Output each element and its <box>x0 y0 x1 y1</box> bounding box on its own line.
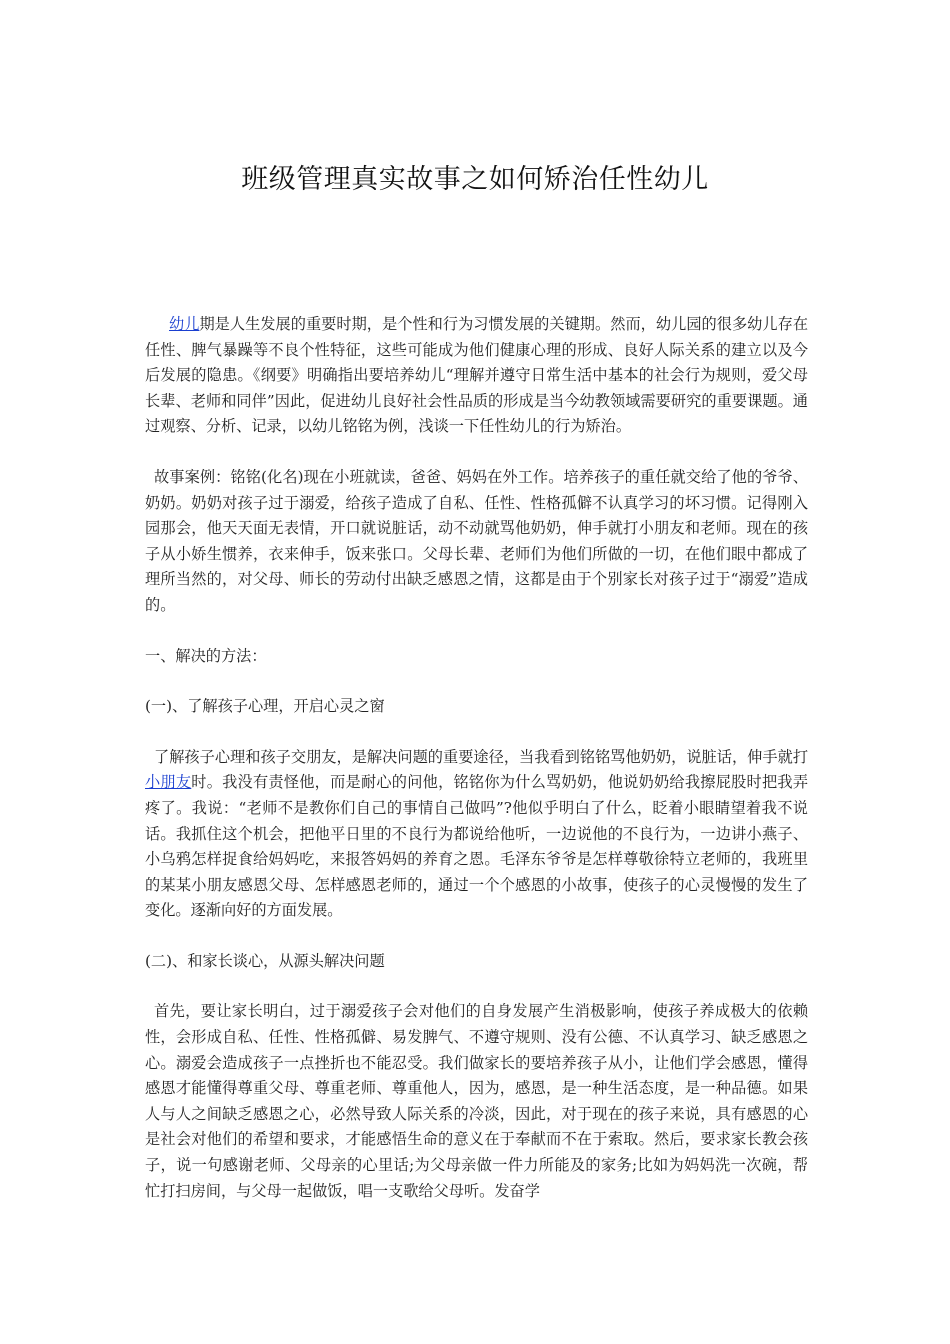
intro-paragraph <box>145 312 808 440</box>
link-youer[interactable]: 幼儿 <box>169 315 200 333</box>
case-paragraph <box>145 465 808 619</box>
subheading-talk-parents: (二)、和家长谈心，从源头解决问题 <box>145 951 385 970</box>
parents-paragraph <box>145 999 808 1204</box>
case-text: 故事案例：铭铭(化名)现在小班就读，爸爸、妈妈在外工作。培养孩子的重任就交给了他的爷爷、奶奶。奶奶对孩子过于溺爱，给孩子造成了自私、任性、性格孤僻不认真学习的坏习惯。记得刚入园那会，他天天面无表情，开口就说脏话，动不动就骂他奶奶，伸手就打小朋友和老师。现在的孩子从小娇生惯养，衣来伸手，饭来张口。父母长辈、老师们为他们所做的一切，在他们眼中都成了理所当然的，对父母、师长的劳动付出缺乏感恩之情，这都是由于个别家长对孩子过于“溺爱”造成的。 <box>145 467 808 614</box>
intro-text: 期是人生发展的重要时期，是个性和行为习惯发展的关键期。然而，幼儿园的很多幼儿存在任性、脾气暴躁等不良个性特征，这些可能成为他们健康心理的形成、良好人际关系的建立以及今后发展的隐患。《纲要》明确指出要培养幼儿“理解并遵守日常生活中基本的社会行为规则，爱父母长辈、老师和同伴”因此，促进幼儿良好社会性品质的形成是当今幼教领域需要研究的重要课题。通过观察、分析、记录，以幼儿铭铭为例，浅谈一下任性幼儿的行为矫治。 <box>145 315 809 436</box>
page-title: 班级管理真实故事之如何矫治任性幼儿 <box>241 164 709 195</box>
parents-text: 首先，要让家长明白，过于溺爱孩子会对他们的自身发展产生消极影响，使孩子养成极大的依赖性，会形成自私、任性、性格孤僻、易发脾气、不遵守规则、没有公德、不认真学习、缺乏感恩之心。溺爱会造成孩子一点挫折也不能忍受。我们做家长的要培养孩子从小，让他们学会感恩，懂得感恩才能懂得尊重父母、尊重老师、尊重他人，因为，感恩，是一种生活态度，是一种品德。如果人与人之间缺乏感恩之心，必然导致人际关系的冷淡，因此，对于现在的孩子来说，具有感恩的心是社会对他们的希望和要求，才能感悟生命的意义在于奉献而不在于索取。然后，要求家长教会孩子，说一句感谢老师、父母亲的心里话;为父母亲做一件力所能及的家务;比如为妈妈洗一次碗，帮忙打扫房间，与父母一起做饭，唱一支歌给父母听。发奋学 <box>145 1002 808 1200</box>
subheading-understand-child: (一)、了解孩子心理，开启心灵之窗 <box>145 697 385 716</box>
understand-paragraph <box>145 745 808 924</box>
section-heading-methods: 一、解决的方法： <box>145 646 267 665</box>
understand-text-before: 了解孩子心理和孩子交朋友，是解决问题的重要途径，当我看到铭铭骂他奶奶，说脏话，伸手就打 <box>154 747 808 766</box>
understand-text-after: 时。我没有责怪他，而是耐心的问他，铭铭你为什么骂奶奶，他说奶奶给我擦屁股时把我弄疼了。我说：“老师不是教你们自己的事情自己做吗”?他似乎明白了什么，眨着小眼睛望着我不说话。我抓住这个机会，把他平日里的不良行为都说给他听，一边说他的不良行为，一边讲小燕子、小乌鸦怎样捉食给妈妈吃，来报答妈妈的养育之恩。毛泽东爷爷是怎样尊敬徐特立老师的，我班里的某某小朋友感恩父母、怎样感恩老师的，通过一个个感恩的小故事，使孩子的心灵慢慢的发生了变化。逐渐向好的方面发展。 <box>145 773 809 920</box>
document-body <box>145 312 808 1229</box>
link-xiaopengyou[interactable]: 小朋友 <box>145 773 192 792</box>
